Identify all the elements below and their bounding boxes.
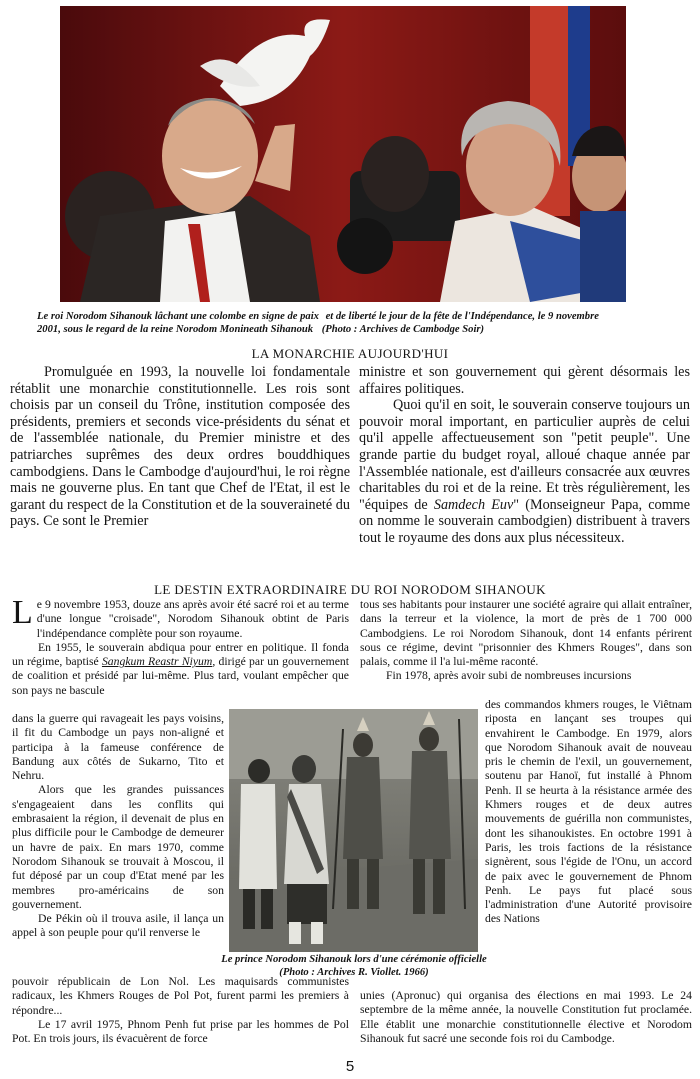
king-with-dove-image	[60, 6, 626, 302]
dropcap-letter: L	[12, 594, 33, 631]
top-photo-caption	[37, 310, 677, 336]
section1-right-column	[359, 364, 690, 547]
section2-right-column-narrow	[485, 698, 692, 927]
section2-left-column-bottom	[12, 975, 349, 1046]
middle-photo	[229, 709, 478, 952]
section-title-monarchie: LA MONARCHIE AUJOURD'HUI	[251, 346, 449, 361]
section2-right-column-top	[360, 598, 692, 684]
section2-right-paragraph-2: des commandos khmers rouges, le Viêtnam riposta en lançant ses troupes qui envahirent le Cambodge. En 1979, alors que Norodom Sihanouk avait de nouveau pris le chemin de l'exil, un gouvernement, soutenu par Hanoï, fut installé à Phnom Penh. Il se heurta à la résistance armée des Khmers rouges et de deux autres mouvements de guérilla non communistes, dont les sihanoukistes. En octobre 1991 à Paris, les trois factions de la résistance signèrent, sous l'égide de l'Onu, un accord de paix avec le gouvernement de Phnom Penh. Le pays fut placé sous l'administration d'une Autorité provisoire des Nations	[485, 698, 692, 926]
section1-p2-end: " (Monseigneur Papa, comme on nomme le souverain cambodgien) distribuent à travers tout le royaume des dons aux plus nécessiteux.	[359, 496, 691, 546]
section2-right-paragraph-2-intro: Fin 1978, après avoir subi de nombreuses incursions	[386, 669, 632, 683]
section1-paragraph-1: Promulguée en 1993, la nouvelle loi fondamentale rétablit une monarchie constitutionnelle. Les rois sont choisis par un conseil du Trône, institution composée des présidents, premiers et seconds vice-présidents du sénat et de l'assemblée nationale, du Premier ministre et des patriarches suprêmes des deux ordres bouddhiques cambodgiens. Dans le Cambodge d'aujourd'hui, le roi règne mais ne gouverne plus. En tant que Chef de l'Etat, il est le garant du respect de la Constitution et de la souveraineté du pays. Ce sont le Premier	[10, 364, 350, 530]
middle-caption-line-1: Le prince Norodom Sihanouk lors d'une cérémonie officielle	[221, 954, 487, 965]
section1-p2-italic: Samdech Euv	[433, 496, 514, 513]
middle-photo-caption	[212, 953, 496, 979]
section-title-destin: LE DESTIN EXTRAORDINAIRE DU ROI NORODOM SIHANOUK	[154, 582, 546, 597]
section2-p2-italic: Sangkum Reastr Niyum	[101, 655, 213, 669]
caption-credit: (Photo : Archives de Cambodge Soir)	[321, 324, 485, 335]
middle-caption-line-2: (Photo : Archives R. Viollet. 1966)	[279, 967, 429, 978]
section2-p2-end: , dirigé par un gouvernement de coalition et présidé par lui-même. Plus tard, voulant empêcher que son pays ne bascule	[12, 655, 350, 697]
caption-line-2	[37, 323, 677, 336]
section2-left-column-narrow	[12, 712, 224, 941]
section2-paragraph-2-continued: dans la guerre qui ravageait les pays voisins, il fit du Cambodge un pays non-aligné et participa à la fameuse conférence de Bandung aux côtés de Sukarno, Tito et Nehru.	[12, 712, 224, 783]
section2-right-column-bottom	[360, 989, 692, 1046]
caption-line-1	[37, 310, 677, 323]
section2-paragraph-4: De Pékin où il trouva asile, il lança un appel à son peuple pour qu'il renverse le	[12, 912, 224, 940]
section2-p1-text: e 9 novembre 1953, douze ans après avoir été sacré roi et au terme d'une longue "croisade", Norodom Sihanouk obtint de Paris l'indépendance complète pour son royaume.	[36, 598, 349, 640]
section2-paragraph-2	[12, 641, 349, 698]
section2-right-paragraph-2-continued: unies (Apronuc) qui organisa des élections en mai 1993. Le 24 septembre de la même année, la nouvelle Constitution fut proclamée. Elle établit une monarchie constitutionnelle élective et Norodom Sihanouk fut sacré une seconde fois roi du Cambodge.	[360, 989, 692, 1045]
caption-part-left-2: 2001, sous le regard de la reine Norodom Monineath Sihanouk	[37, 324, 314, 335]
caption-part-left: Le roi Norodom Sihanouk lâchant une colombe en signe de paix	[37, 311, 319, 322]
section2-paragraph-3: Alors que les grandes puissances s'engageaient dans les conflits qui embrasaient la région, il devenait de plus en plus difficile pour le Cambodge de demeurer un havre de paix. En mars 1970, comme Norodom Sihanouk se trouvait à Moscou, il fut déposé par un coup d'Etat mené par les membres pro-américains de son gouvernement.	[12, 783, 224, 911]
section1-p2-text: Quoi qu'il en soit, le souverain conserve toujours un pouvoir moral important, en particulier auprès de celui qu'il appelle affectueusement son "petit peuple". Une grande partie du budget royal, alloué chaque année par l'Assemblée nationale, est d'ailleurs consacrée aux œuvres charitables du roi et de la reine. Et très régulièrement, les "équipes de	[359, 397, 690, 513]
section2-paragraph-5: Le 17 avril 1975, Phnom Penh fut prise par les hommes de Pol Pot. En trois jours, ils évacuèrent de force	[12, 1017, 349, 1046]
top-photo	[60, 6, 626, 302]
page-number: 5	[345, 1058, 355, 1075]
section1-left-column	[10, 364, 350, 530]
caption-part-right: et de liberté le jour de la fête de l'Indépendance, le 9 novembre	[325, 311, 599, 322]
section2-p2-start: En 1955, le souverain abdiqua pour entrer en politique. Il fonda un régime, baptisé	[12, 640, 349, 669]
section2-paragraph-4-continued: pouvoir républicain de Lon Nol. Les maquisards communistes radicaux, les Khmers Rouges de Pol Pot, furent parmi les premiers à répondre...	[12, 975, 349, 1017]
section2-left-column-top	[12, 594, 350, 698]
section2-paragraph-1	[12, 594, 349, 641]
section1-paragraph-1-continued: ministre et son gouvernement qui gèrent désormais les affaires politiques.	[359, 364, 690, 397]
section1-paragraph-2	[359, 397, 690, 546]
section2-right-paragraph-1: tous ses habitants pour instaurer une société agraire qui allait entraîner, dans la terreur et la violence, la mort de près de 1 700 000 Cambodgiens. Le roi Norodom Sihanouk, dont 14 enfants périrent sous ce régime, devint "prisonnier des Khmers Rouges", dans son palais, comme il l'a lui-même raconté.	[360, 598, 692, 669]
ceremony-image	[229, 709, 478, 952]
